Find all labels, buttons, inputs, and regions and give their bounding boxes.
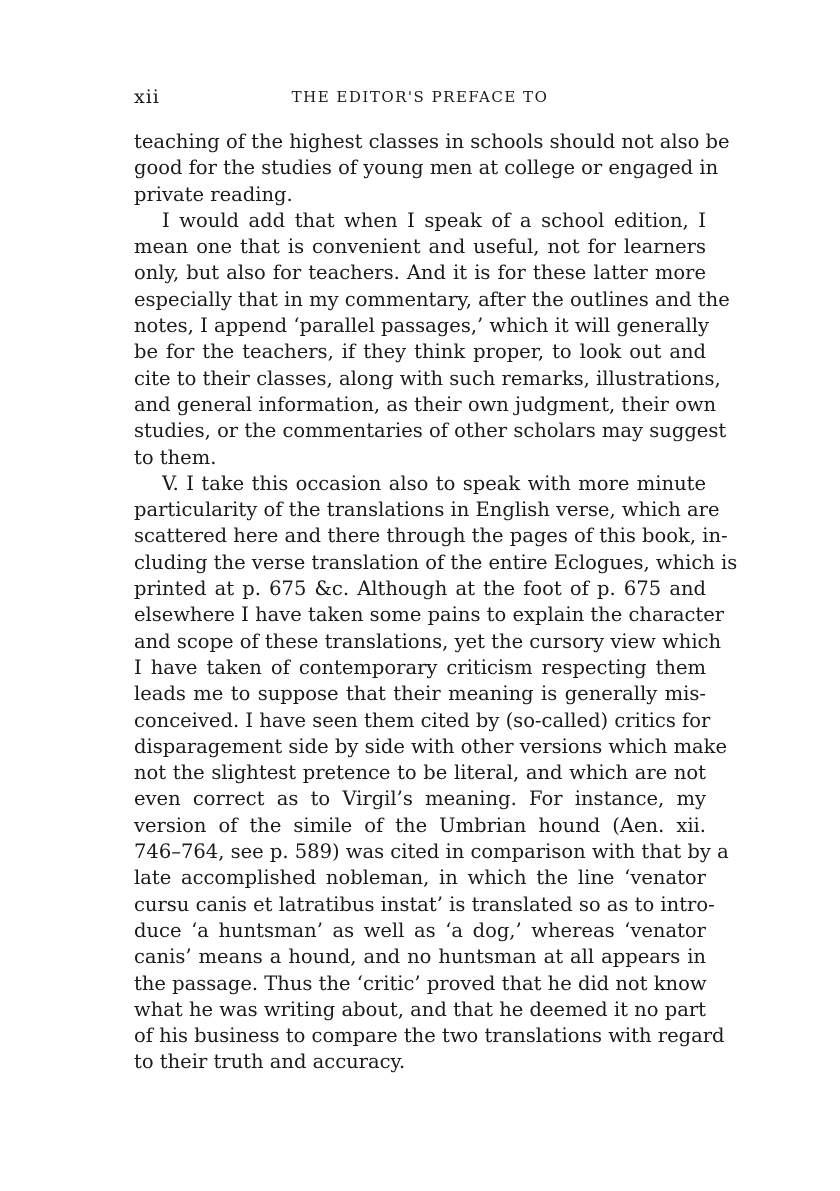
text-line: particularity of the translations in English verse, which are: [134, 498, 720, 522]
text-line: V. I take this occasion also to speak with more minute: [162, 471, 706, 495]
text-line: leads me to suppose that their meaning is generally mis-: [134, 682, 706, 706]
text-line: even correct as to Virgil’s meaning. For instance, my: [134, 787, 706, 811]
text-line: not the slightest pretence to be literal, and which are not: [134, 761, 706, 785]
text-line: I would add that when I speak of a school edition, I: [162, 208, 706, 232]
text-line: to them.: [134, 445, 217, 469]
text-line: elsewhere I have taken some pains to explain the character: [134, 603, 725, 627]
text-line: conceived. I have seen them cited by (so-called) critics for: [134, 708, 711, 732]
text-line: cluding the verse translation of the entire Eclogues, which is: [134, 550, 738, 574]
text-line: and general information, as their own judgment, their own: [134, 392, 717, 416]
text-line: to their truth and accuracy.: [134, 1050, 406, 1074]
text-line: private reading.: [134, 182, 293, 206]
body-text: [134, 129, 738, 1076]
text-line: late accomplished nobleman, in which the line ‘venator: [134, 866, 706, 890]
text-line: canis’ means a hound, and no huntsman at all appears in: [134, 945, 706, 969]
text-line: cite to their classes, along with such remarks, illustrations,: [134, 366, 721, 390]
text-line: especially that in my commentary, after the outlines and the: [134, 287, 730, 311]
text-line: scattered here and there through the pages of this book, in-: [134, 524, 728, 548]
text-line: printed at p. 675 &c. Although at the foot of p. 675 and: [134, 577, 706, 601]
text-line: be for the teachers, if they think proper, to look out and: [134, 340, 706, 364]
text-line: and scope of these translations, yet the cursory view which: [134, 629, 722, 653]
text-line: 746–764, see p. 589) was cited in comparison with that by a: [134, 840, 729, 864]
text-line: version of the simile of the Umbrian hound (Aen. xii.: [134, 813, 706, 837]
text-line: mean one that is convenient and useful, not for learners: [134, 235, 706, 259]
page-header: [134, 86, 706, 110]
text-line: teaching of the highest classes in schools should not also be: [134, 130, 730, 153]
text-line: disparagement side by side with other versions which make: [134, 734, 728, 758]
text-line: what he was writing about, and that he deemed it no part: [134, 997, 706, 1021]
page-number: xii: [134, 86, 160, 108]
text-line: of his business to compare the two translations with regard: [134, 1024, 725, 1048]
running-title: THE EDITOR'S PREFACE TO: [291, 88, 549, 106]
text-line: cursu canis et latratibus instat’ is translated so as to intro-: [134, 892, 715, 916]
text-line: good for the studies of young men at college or engaged in: [134, 156, 719, 180]
text-line: studies, or the commentaries of other scholars may suggest: [134, 419, 727, 443]
text-line: I have taken of contemporary criticism respecting them: [134, 655, 706, 679]
text-line: notes, I append ‘parallel passages,’ which it will generally: [134, 314, 710, 338]
text-line: duce ‘a huntsman’ as well as ‘a dog,’ whereas ‘venator: [134, 918, 706, 942]
text-line: the passage. Thus the ‘critic’ proved that he did not know: [134, 971, 707, 995]
text-line: only, but also for teachers. And it is for these latter more: [134, 261, 706, 285]
